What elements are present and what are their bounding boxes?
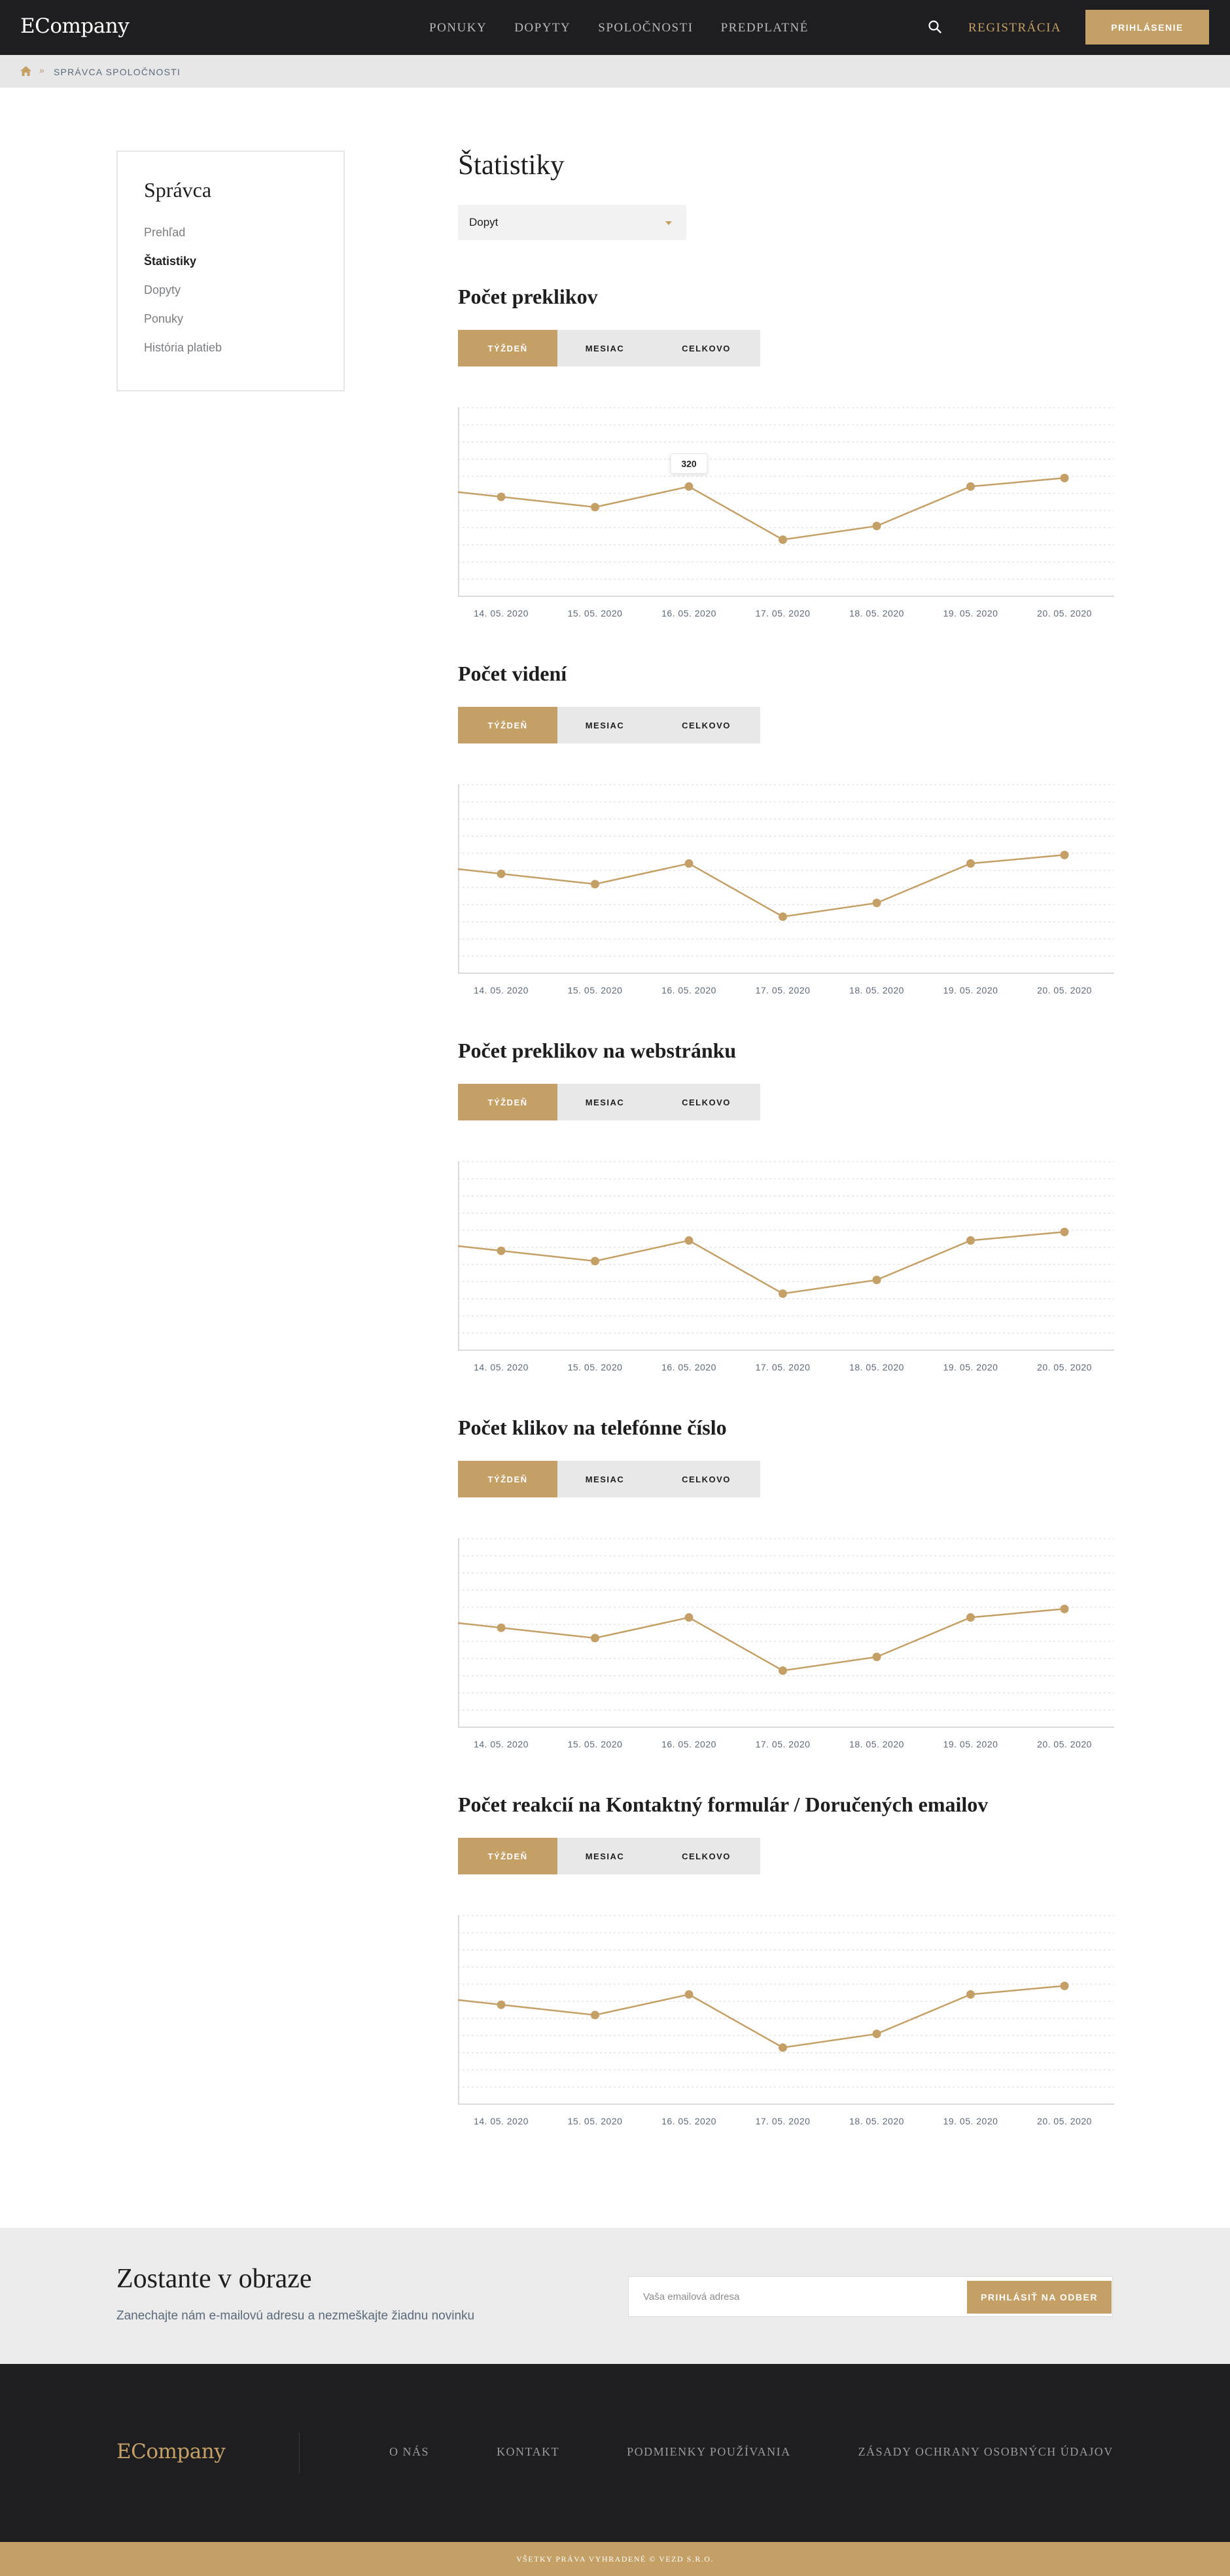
x-tick-label: 14. 05. 2020 <box>474 1739 529 1749</box>
tab-mesiac[interactable]: MESIAC <box>585 720 625 730</box>
footer-link-kontakt[interactable]: KONTAKT <box>497 2445 560 2458</box>
tab-tyzden[interactable]: TÝŽDEŇ <box>458 330 557 367</box>
x-tick-label: 15. 05. 2020 <box>567 985 623 995</box>
admin-sidebar <box>116 151 345 391</box>
footer-link-podmienky[interactable]: PODMIENKY POUŽÍVANIA <box>627 2445 791 2458</box>
footer <box>0 2364 1230 2542</box>
type-select[interactable] <box>458 205 686 240</box>
data-point <box>685 482 694 491</box>
x-tick-label: 19. 05. 2020 <box>943 608 998 618</box>
x-tick-label: 16. 05. 2020 <box>661 985 716 995</box>
x-tick-label: 14. 05. 2020 <box>474 985 529 995</box>
data-point <box>966 859 975 868</box>
sidebar-item-statistiky[interactable]: Štatistiky <box>144 255 197 268</box>
data-point <box>1061 1605 1069 1613</box>
x-tick-label: 17. 05. 2020 <box>755 1739 811 1749</box>
tooltip-value: 320 <box>681 458 697 469</box>
chart-title: Počet reakcií na Kontaktný formulár / Doručených emailov <box>458 1793 989 1816</box>
data-point <box>685 1613 694 1622</box>
data-point <box>779 535 787 544</box>
data-point <box>779 912 787 921</box>
x-tick-label: 20. 05. 2020 <box>1037 985 1092 995</box>
x-tick-label: 16. 05. 2020 <box>661 2116 716 2126</box>
x-tick-label: 15. 05. 2020 <box>567 1362 623 1372</box>
login-button[interactable]: PRIHLÁSENIE <box>1085 10 1209 45</box>
x-tick-label: 18. 05. 2020 <box>849 1362 904 1372</box>
data-point <box>873 2030 881 2038</box>
tab-mesiac[interactable]: MESIAC <box>585 1474 625 1484</box>
breadcrumb-separator: » <box>39 65 44 75</box>
tab-tyzden[interactable]: TÝŽDEŇ <box>458 1838 557 1874</box>
nav-item-dopyty[interactable]: DOPYTY <box>514 21 571 35</box>
line-chart <box>458 1537 1114 1760</box>
data-point <box>779 1666 787 1675</box>
tab-celkovo[interactable]: CELKOVO <box>682 343 731 353</box>
data-point <box>779 1289 787 1298</box>
x-tick-label: 17. 05. 2020 <box>755 608 811 618</box>
chart-gridlines <box>458 408 1114 596</box>
page-title: Štatistiky <box>458 150 565 181</box>
x-tick-label: 19. 05. 2020 <box>943 1362 998 1372</box>
top-navbar <box>0 0 1230 55</box>
x-tick-label: 14. 05. 2020 <box>474 2116 529 2126</box>
copyright-bar: VŠETKY PRÁVA VYHRADENÉ © VEZD S.R.O. <box>0 2542 1230 2576</box>
chart-gridlines <box>458 1916 1114 2104</box>
x-tick-label: 15. 05. 2020 <box>567 608 623 618</box>
data-point <box>497 1624 506 1632</box>
data-point <box>966 1990 975 1999</box>
period-tabs <box>458 707 760 743</box>
x-tick-label: 18. 05. 2020 <box>849 985 904 995</box>
x-tick-label: 19. 05. 2020 <box>943 985 998 995</box>
newsletter-subtitle: Zanechajte nám e-mailovú adresu a nezmeškajte žiadnu novinku <box>116 2309 475 2323</box>
period-tabs <box>458 1461 760 1497</box>
data-point <box>591 1257 599 1265</box>
data-point <box>685 1236 694 1245</box>
x-tick-label: 20. 05. 2020 <box>1037 1739 1092 1749</box>
data-point <box>685 1990 694 1999</box>
register-link[interactable]: REGISTRÁCIA <box>968 21 1062 35</box>
tab-celkovo[interactable]: CELKOVO <box>682 1097 731 1107</box>
period-tabs <box>458 1084 760 1120</box>
chart-gridlines <box>458 785 1114 973</box>
chart-title: Počet klikov na telefónne číslo <box>458 1416 727 1439</box>
tab-tyzden[interactable]: TÝŽDEŇ <box>458 707 557 743</box>
select-value: Dopyt <box>469 216 499 228</box>
data-point <box>685 859 694 868</box>
data-point <box>779 2043 787 2052</box>
tab-mesiac[interactable]: MESIAC <box>585 1097 625 1107</box>
data-point <box>873 1276 881 1284</box>
x-tick-label: 15. 05. 2020 <box>567 2116 623 2126</box>
x-tick-label: 16. 05. 2020 <box>661 1362 716 1372</box>
period-tabs <box>458 1838 760 1874</box>
data-point <box>497 1247 506 1255</box>
x-tick-label: 20. 05. 2020 <box>1037 608 1092 618</box>
breadcrumb-current: SPRÁVCA SPOLOČNOSTI <box>54 67 181 77</box>
chart-gridlines <box>458 1162 1114 1350</box>
data-point <box>966 482 975 491</box>
chart-gridlines <box>458 1539 1114 1727</box>
data-point <box>497 2001 506 2009</box>
tab-celkovo[interactable]: CELKOVO <box>682 1851 731 1861</box>
data-point <box>966 1613 975 1622</box>
data-point <box>591 1634 599 1642</box>
tab-celkovo[interactable]: CELKOVO <box>682 720 731 730</box>
search-icon[interactable] <box>928 20 942 34</box>
data-point <box>1061 474 1069 482</box>
tab-tyzden[interactable]: TÝŽDEŇ <box>458 1084 557 1120</box>
x-tick-label: 20. 05. 2020 <box>1037 1362 1092 1372</box>
data-point <box>873 522 881 530</box>
data-point <box>1061 1228 1069 1236</box>
x-tick-label: 17. 05. 2020 <box>755 2116 811 2126</box>
data-point <box>1061 851 1069 859</box>
line-chart <box>458 1914 1114 2137</box>
period-tabs <box>458 330 760 367</box>
main-nav <box>429 21 836 35</box>
x-tick-label: 19. 05. 2020 <box>943 1739 998 1749</box>
data-point <box>497 870 506 878</box>
line-chart <box>458 406 1114 629</box>
data-point <box>966 1236 975 1245</box>
chart-title: Počet preklikov na webstránku <box>458 1039 737 1062</box>
x-tick-label: 18. 05. 2020 <box>849 1739 904 1749</box>
footer-link-gdpr[interactable]: ZÁSADY OCHRANY OSOBNÝCH ÚDAJOV <box>858 2445 1114 2458</box>
x-tick-label: 14. 05. 2020 <box>474 608 529 618</box>
nav-item-predplatne[interactable]: PREDPLATNÉ <box>720 21 809 35</box>
x-tick-label: 16. 05. 2020 <box>661 1739 716 1749</box>
newsletter-title: Zostante v obraze <box>116 2264 312 2294</box>
chevron-down-icon <box>665 221 672 225</box>
x-tick-label: 18. 05. 2020 <box>849 2116 904 2126</box>
data-point <box>497 493 506 501</box>
sidebar-title: Správca <box>144 178 212 202</box>
nav-item-ponuky[interactable]: PONUKY <box>429 21 487 35</box>
x-tick-label: 14. 05. 2020 <box>474 1362 529 1372</box>
footer-link-o-nas[interactable]: O NÁS <box>389 2445 430 2458</box>
email-placeholder: Vaša emailová adresa <box>643 2291 740 2302</box>
data-point <box>873 1653 881 1661</box>
tab-celkovo[interactable]: CELKOVO <box>682 1474 731 1484</box>
data-point <box>1061 1982 1069 1990</box>
x-tick-label: 15. 05. 2020 <box>567 1739 623 1749</box>
sidebar-item-prehlad[interactable]: Prehľad <box>144 226 186 239</box>
x-tick-label: 16. 05. 2020 <box>661 608 716 618</box>
tab-tyzden[interactable]: TÝŽDEŇ <box>458 1461 557 1497</box>
footer-logo[interactable]: ECompany <box>116 2440 226 2463</box>
data-point <box>873 899 881 907</box>
data-point <box>591 880 599 888</box>
x-tick-label: 20. 05. 2020 <box>1037 2116 1092 2126</box>
x-tick-label: 19. 05. 2020 <box>943 2116 998 2126</box>
line-chart <box>458 1160 1114 1383</box>
data-point <box>591 503 599 511</box>
footer-divider <box>299 2433 300 2473</box>
data-point <box>591 2011 599 2019</box>
sidebar-menu <box>144 225 222 369</box>
x-tick-label: 17. 05. 2020 <box>755 985 811 995</box>
home-icon[interactable] <box>20 66 31 76</box>
footer-links <box>389 2445 1114 2459</box>
tab-mesiac[interactable]: MESIAC <box>585 1851 625 1861</box>
chart-title: Počet videní <box>458 662 567 685</box>
line-chart <box>458 783 1114 1006</box>
newsletter-section <box>0 2228 1230 2364</box>
sidebar-item-historia-platieb[interactable]: História platieb <box>144 341 222 354</box>
sidebar-item-dopyty[interactable]: Dopyty <box>144 283 181 296</box>
x-tick-label: 17. 05. 2020 <box>755 1362 811 1372</box>
x-tick-label: 18. 05. 2020 <box>849 608 904 618</box>
subscribe-button[interactable]: PRIHLÁSIŤ NA ODBER <box>967 2281 1112 2314</box>
sidebar-item-ponuky[interactable]: Ponuky <box>144 312 184 325</box>
nav-item-spolocnosti[interactable]: SPOLOČNOSTI <box>598 21 694 35</box>
logo[interactable]: ECompany <box>20 14 130 38</box>
tab-mesiac[interactable]: MESIAC <box>585 343 625 353</box>
chart-title: Počet preklikov <box>458 285 598 308</box>
breadcrumb <box>0 55 1230 88</box>
